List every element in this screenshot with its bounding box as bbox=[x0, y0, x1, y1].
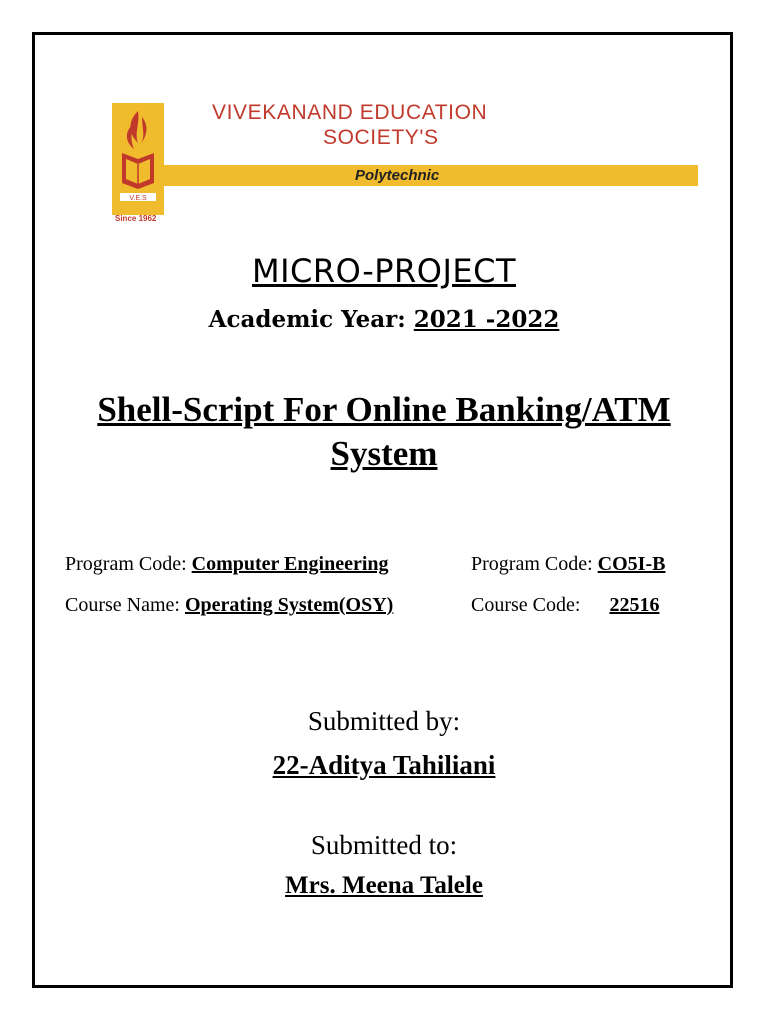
course-code-label: Course Code: bbox=[471, 594, 581, 616]
academic-year bbox=[0, 306, 768, 333]
submitted-to-name: Mrs. Meena Talele bbox=[285, 872, 483, 899]
program-label: Program Code: bbox=[65, 553, 187, 575]
project-title-line1: Shell-Script For Online Banking/ATM bbox=[97, 390, 671, 429]
logo-text: V.E.S bbox=[129, 195, 147, 202]
since-text: Since 1962 bbox=[115, 214, 157, 223]
course-name-row bbox=[65, 594, 393, 617]
page-title: MICRO-PROJECT bbox=[251, 252, 516, 290]
program-code-row bbox=[471, 553, 665, 576]
program-code-label: Program Code: bbox=[471, 553, 593, 575]
course-name-value: Operating System(OSY) bbox=[184, 594, 394, 616]
org-name-line1: VIVEKANAND EDUCATION bbox=[212, 101, 488, 124]
project-title-line2: System bbox=[330, 434, 438, 473]
project-title bbox=[0, 388, 768, 476]
course-name-label: Course Name: bbox=[65, 594, 180, 616]
institute-logo bbox=[112, 103, 164, 221]
academic-year-value: 2021 -2022 bbox=[413, 306, 560, 333]
program-code-value: CO5I-B bbox=[597, 553, 666, 575]
band-text: Polytechnic bbox=[355, 167, 440, 184]
submitted-by-name: 22-Aditya Tahiliani bbox=[272, 750, 496, 780]
academic-year-label: Academic Year: bbox=[208, 306, 406, 333]
submitted-by-label: Submitted by: bbox=[307, 706, 461, 736]
org-name-line2: SOCIETY'S bbox=[323, 126, 439, 149]
program-value: Computer Engineering bbox=[191, 553, 389, 575]
program-row bbox=[65, 553, 389, 576]
course-code-value: 22516 bbox=[609, 594, 660, 616]
course-code-row bbox=[471, 594, 663, 617]
submitted-to-label: Submitted to: bbox=[310, 830, 458, 860]
